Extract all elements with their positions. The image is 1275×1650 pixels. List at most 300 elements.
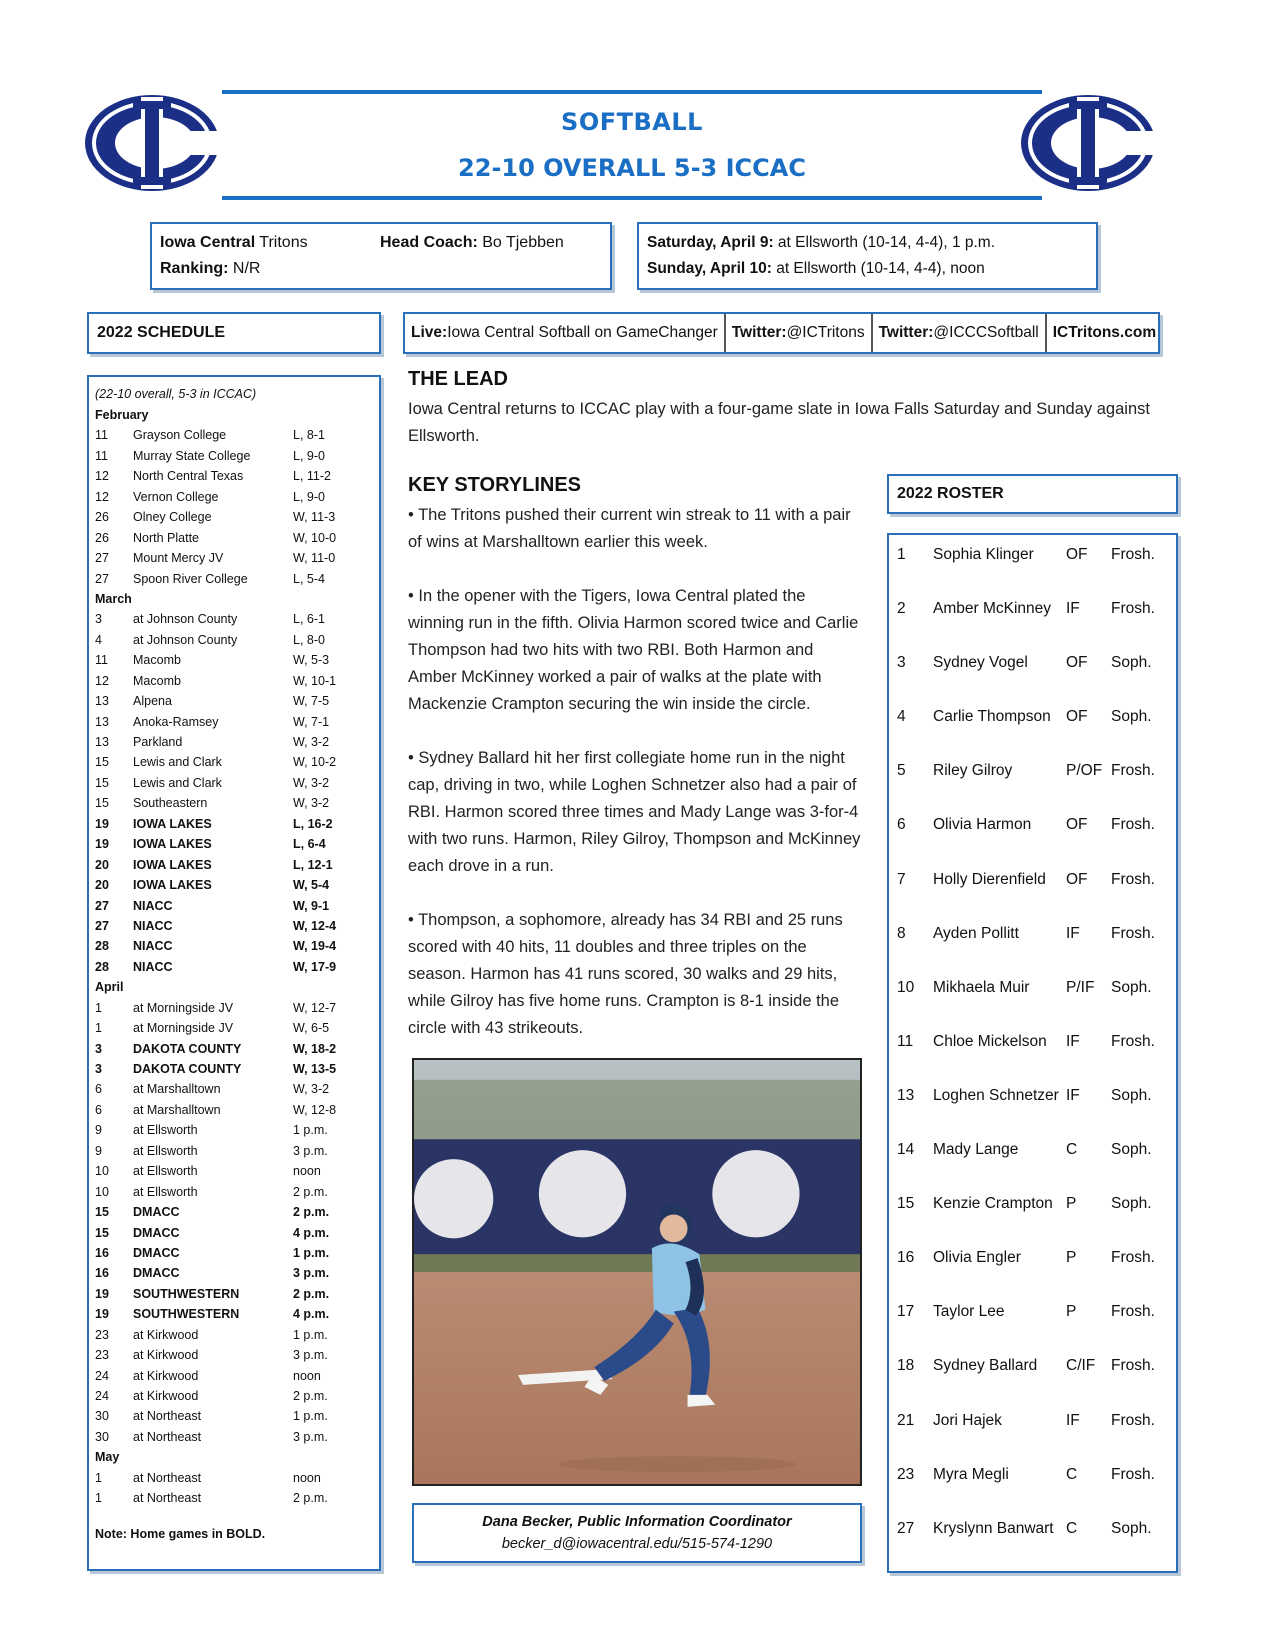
schedule-date: 12 bbox=[95, 673, 109, 688]
schedule-row bbox=[89, 773, 379, 793]
roster-position: OF bbox=[1066, 870, 1088, 888]
schedule-opponent: at Kirkwood bbox=[133, 1327, 199, 1342]
schedule-row bbox=[89, 1100, 379, 1120]
links-bar bbox=[403, 312, 1160, 354]
schedule-row bbox=[89, 609, 379, 629]
schedule-opponent: at Kirkwood bbox=[133, 1368, 199, 1383]
schedule-opponent: at Northeast bbox=[133, 1429, 202, 1444]
schedule-result: 3 p.m. bbox=[293, 1348, 328, 1363]
roster-player-name: Loghen Schnetzer bbox=[933, 1086, 1059, 1104]
contact-box bbox=[412, 1503, 862, 1563]
schedule-date: 1 bbox=[95, 1491, 102, 1506]
roster-row bbox=[889, 643, 1176, 697]
ranking-label: Ranking: bbox=[160, 260, 229, 277]
schedule-opponent: IOWA LAKES bbox=[133, 837, 212, 852]
ranking-value: N/R bbox=[228, 260, 261, 277]
schedule-row bbox=[89, 1018, 379, 1038]
schedule-date: 27 bbox=[95, 918, 109, 933]
schedule-row bbox=[89, 1120, 379, 1140]
schedule-result: noon bbox=[293, 1368, 321, 1383]
schedule-result: W, 13-5 bbox=[293, 1062, 337, 1076]
schedule-result: W, 12-8 bbox=[293, 1102, 337, 1117]
roster-number: 6 bbox=[897, 816, 906, 834]
schedule-opponent: Macomb bbox=[133, 653, 181, 668]
schedule-result: 4 p.m. bbox=[293, 1225, 330, 1240]
roster-row bbox=[889, 1401, 1176, 1455]
schedule-row bbox=[89, 569, 379, 589]
roster-player-name: Riley Gilroy bbox=[933, 762, 1013, 780]
roster-player-name: Ayden Pollitt bbox=[933, 924, 1019, 942]
lead-text: Iowa Central returns to ICCAC play with a four-game slate in Iowa Falls Saturday and Sunday against Ellsworth. bbox=[408, 400, 1150, 445]
schedule-row bbox=[89, 855, 379, 875]
roster-player-name: Holly Dierenfield bbox=[933, 870, 1046, 888]
schedule-row bbox=[89, 916, 379, 936]
roster-number: 16 bbox=[897, 1249, 915, 1267]
roster-number: 11 bbox=[897, 1032, 914, 1050]
schedule-result: 1 p.m. bbox=[293, 1123, 328, 1138]
schedule-row bbox=[89, 1141, 379, 1161]
schedule-row bbox=[89, 425, 379, 445]
schedule-row bbox=[89, 446, 379, 466]
schedule-date: 28 bbox=[95, 939, 109, 954]
title-band bbox=[222, 90, 1042, 200]
roster-row bbox=[889, 751, 1176, 805]
schedule-result: W, 17-9 bbox=[293, 959, 337, 974]
contact-name: Dana Becker, Public Information Coordinator bbox=[482, 1514, 792, 1530]
storyline-item: • Sydney Ballard hit her first collegiate home run in the night cap, driving in two, while Loghen Schnetzer also had a pair of RBI. Harmon scored three times and Mady Lange was 3-for-4 with two runs. Harmon, Riley Gilroy, Thompson and McKinney each drove in a run. bbox=[408, 749, 861, 875]
roster-position: OF bbox=[1066, 654, 1088, 672]
roster-number: 1 bbox=[897, 546, 906, 563]
schedule-opponent: IOWA LAKES bbox=[133, 816, 212, 831]
live-link[interactable]: Live: Iowa Central Softball on GameChanger bbox=[405, 314, 726, 352]
roster-number: 27 bbox=[897, 1519, 915, 1537]
roster-row bbox=[889, 589, 1176, 643]
schedule-opponent: SOUTHWESTERN bbox=[133, 1307, 240, 1322]
roster-number: 14 bbox=[897, 1141, 915, 1159]
schedule-row bbox=[89, 1345, 379, 1365]
roster-player-name: Amber McKinney bbox=[933, 600, 1052, 618]
schedule-opponent: Grayson College bbox=[133, 428, 227, 443]
roster-position: C bbox=[1066, 1519, 1078, 1537]
roster-player-name: Sydney Vogel bbox=[933, 654, 1028, 672]
schedule-opponent: NIACC bbox=[133, 959, 173, 974]
roster-header: 2022 ROSTER bbox=[887, 474, 1178, 514]
schedule-row bbox=[89, 507, 379, 527]
schedule-result: W, 9-1 bbox=[293, 898, 330, 913]
schedule-result: W, 3-2 bbox=[293, 796, 330, 811]
schedule-result: 2 p.m. bbox=[293, 1286, 330, 1301]
twitter-link-icccsoftball[interactable]: Twitter: @ICCCSoftball bbox=[873, 314, 1047, 352]
schedule-date: 19 bbox=[95, 1307, 109, 1322]
game1-label: Saturday, April 9: bbox=[647, 234, 774, 251]
schedule-opponent: SOUTHWESTERN bbox=[133, 1286, 240, 1301]
schedule-date: 10 bbox=[95, 1164, 109, 1179]
schedule-opponent: Olney College bbox=[133, 510, 212, 525]
schedule-row bbox=[89, 671, 379, 691]
roster-player-name: Mady Lange bbox=[933, 1141, 1019, 1159]
schedule-date: 16 bbox=[95, 1245, 109, 1260]
schedule-row bbox=[89, 896, 379, 916]
roster-position: C bbox=[1066, 1465, 1078, 1483]
schedule-opponent: at Northeast bbox=[133, 1491, 202, 1506]
schedule-date: 26 bbox=[95, 510, 109, 525]
page-title: SOFTBALL bbox=[561, 108, 703, 136]
roster-class-year: Frosh. bbox=[1111, 1411, 1155, 1429]
schedule-date: 27 bbox=[95, 551, 109, 566]
schedule-date: 24 bbox=[95, 1368, 109, 1383]
roster-position: P bbox=[1066, 1249, 1077, 1267]
schedule-result: 2 p.m. bbox=[293, 1184, 328, 1199]
schedule-header: 2022 SCHEDULE bbox=[87, 312, 381, 354]
schedule-result: W, 5-3 bbox=[293, 653, 330, 668]
schedule-date: 13 bbox=[95, 694, 109, 709]
schedule-result: W, 5-4 bbox=[293, 878, 330, 893]
schedule-month: May bbox=[95, 1450, 120, 1465]
schedule-row bbox=[89, 548, 379, 568]
schedule-result: W, 12-4 bbox=[293, 918, 337, 933]
roster-player-name: Taylor Lee bbox=[933, 1303, 1005, 1321]
roster-class-year: Soph. bbox=[1111, 1195, 1152, 1213]
schedule-date: 6 bbox=[95, 1102, 102, 1117]
schedule-result: 4 p.m. bbox=[293, 1307, 330, 1322]
roster-class-year: Frosh. bbox=[1111, 600, 1155, 618]
schedule-result: 2 p.m. bbox=[293, 1205, 330, 1220]
schedule-opponent: at Ellsworth bbox=[133, 1184, 198, 1199]
storylines-title: KEY STORYLINES bbox=[408, 474, 582, 496]
roster-row bbox=[889, 1509, 1176, 1563]
roster-number: 7 bbox=[897, 870, 906, 888]
team-mascot: Tritons bbox=[255, 234, 308, 251]
roster-class-year: Frosh. bbox=[1111, 762, 1155, 780]
schedule-row bbox=[89, 957, 379, 977]
schedule-date: 13 bbox=[95, 735, 109, 749]
schedule-month: February bbox=[95, 408, 149, 422]
schedule-result: W, 6-5 bbox=[293, 1021, 330, 1036]
schedule-date: 20 bbox=[95, 878, 109, 893]
roster-number: 15 bbox=[897, 1195, 915, 1213]
roster-player-name: Myra Megli bbox=[933, 1465, 1009, 1483]
schedule-opponent: NIACC bbox=[133, 918, 173, 933]
twitter-link-ictritons[interactable]: Twitter: @ICTritons bbox=[726, 314, 873, 352]
schedule-result: L, 9-0 bbox=[293, 448, 325, 463]
schedule-result: 3 p.m. bbox=[293, 1429, 328, 1444]
schedule-row bbox=[89, 1386, 379, 1406]
schedule-opponent: at Marshalltown bbox=[133, 1082, 221, 1097]
schedule-row bbox=[89, 1304, 379, 1324]
lead-title: THE LEAD bbox=[408, 368, 508, 390]
schedule-date: 9 bbox=[95, 1123, 102, 1138]
roster-class-year: Soph. bbox=[1111, 654, 1152, 672]
schedule-row bbox=[89, 752, 379, 772]
storylines-list bbox=[408, 502, 863, 1042]
schedule-opponent: at Kirkwood bbox=[133, 1348, 199, 1363]
schedule-opponent: DMACC bbox=[133, 1225, 180, 1240]
roster-class-year: Soph. bbox=[1111, 978, 1152, 996]
schedule-opponent: at Northeast bbox=[133, 1409, 202, 1424]
schedule-date: 28 bbox=[95, 959, 109, 974]
schedule-date: 20 bbox=[95, 857, 109, 872]
schedule-opponent: DAKOTA COUNTY bbox=[133, 1041, 242, 1056]
schedule-result: L, 8-1 bbox=[293, 428, 325, 443]
website-link[interactable]: ICTritons.com bbox=[1052, 324, 1157, 341]
roster-number: 17 bbox=[897, 1303, 915, 1321]
schedule-row bbox=[89, 1202, 379, 1222]
schedule-date: 15 bbox=[95, 1205, 109, 1220]
ic-logo-left-icon bbox=[83, 93, 221, 193]
roster-position: IF bbox=[1066, 924, 1080, 942]
schedule-date: 19 bbox=[95, 816, 109, 831]
schedule-row bbox=[89, 1223, 379, 1243]
roster-number: 18 bbox=[897, 1357, 915, 1375]
roster-row bbox=[889, 1022, 1176, 1076]
schedule-result: 1 p.m. bbox=[293, 1327, 328, 1342]
roster-position: IF bbox=[1066, 600, 1080, 618]
schedule-date: 1 bbox=[95, 1021, 102, 1036]
schedule-result: noon bbox=[293, 1164, 321, 1179]
roster-class-year: Frosh. bbox=[1111, 870, 1155, 888]
schedule-row bbox=[89, 1243, 379, 1263]
schedule-opponent: Macomb bbox=[133, 673, 181, 688]
schedule-date: 26 bbox=[95, 530, 109, 545]
schedule-date: 9 bbox=[95, 1143, 102, 1158]
roster-position: C bbox=[1066, 1141, 1078, 1159]
schedule-date: 1 bbox=[95, 1470, 102, 1485]
roster-position: C/IF bbox=[1066, 1357, 1096, 1375]
schedule-result: L, 16-2 bbox=[293, 816, 333, 831]
roster-number: 8 bbox=[897, 924, 906, 942]
schedule-result: 1 p.m. bbox=[293, 1409, 328, 1424]
schedule-date: 19 bbox=[95, 837, 109, 852]
schedule-row bbox=[89, 1182, 379, 1202]
schedule-opponent: Vernon College bbox=[133, 489, 219, 504]
schedule-row bbox=[89, 1284, 379, 1304]
schedule-date: 30 bbox=[95, 1409, 109, 1424]
schedule-date: 3 bbox=[95, 1041, 102, 1056]
schedule-opponent: at Morningside JV bbox=[133, 1021, 234, 1036]
schedule-row bbox=[89, 732, 379, 752]
schedule-subtitle: (22-10 overall, 5-3 in ICCAC) bbox=[95, 387, 257, 401]
schedule-row bbox=[89, 834, 379, 854]
schedule-date: 6 bbox=[95, 1082, 102, 1097]
roster-row bbox=[889, 1455, 1176, 1509]
schedule-date: 15 bbox=[95, 1225, 109, 1240]
schedule-opponent: at Ellsworth bbox=[133, 1164, 198, 1179]
schedule-opponent: DMACC bbox=[133, 1205, 180, 1220]
schedule-date: 24 bbox=[95, 1389, 109, 1403]
roster-class-year: Frosh. bbox=[1111, 1249, 1155, 1267]
schedule-opponent: NIACC bbox=[133, 939, 173, 954]
roster-row bbox=[889, 535, 1176, 589]
schedule-opponent: Anoka-Ramsey bbox=[133, 714, 219, 729]
roster-position: IF bbox=[1066, 1411, 1080, 1429]
season-record: 22-10 OVERALL 5-3 ICCAC bbox=[458, 154, 806, 182]
roster-player-name: Sydney Ballard bbox=[933, 1357, 1038, 1375]
schedule-opponent: at Morningside JV bbox=[133, 1000, 234, 1015]
schedule-date: 23 bbox=[95, 1327, 109, 1342]
schedule-date: 12 bbox=[95, 489, 109, 504]
schedule-opponent: at Johnson County bbox=[133, 632, 238, 647]
schedule-date: 3 bbox=[95, 1062, 102, 1076]
upcoming-games-box bbox=[637, 222, 1098, 290]
schedule-opponent: IOWA LAKES bbox=[133, 857, 212, 872]
schedule-opponent: Mount Mercy JV bbox=[133, 551, 224, 566]
schedule-date: 30 bbox=[95, 1429, 109, 1444]
roster-position: IF bbox=[1066, 1086, 1080, 1104]
schedule-row bbox=[89, 1488, 379, 1508]
roster-row bbox=[889, 1130, 1176, 1184]
schedule-result: L, 6-4 bbox=[293, 837, 326, 852]
schedule-opponent: at Marshalltown bbox=[133, 1102, 221, 1117]
schedule-result: W, 3-2 bbox=[293, 1082, 330, 1097]
roster-class-year: Frosh. bbox=[1111, 1357, 1155, 1375]
roster-class-year: Frosh. bbox=[1111, 1032, 1155, 1050]
schedule-result: L, 9-0 bbox=[293, 489, 325, 504]
roster-position: P/IF bbox=[1066, 978, 1095, 996]
schedule-opponent: DMACC bbox=[133, 1245, 180, 1260]
game2-detail: at Ellsworth (10-14, 4-4), noon bbox=[771, 260, 985, 277]
game1-detail: at Ellsworth (10-14, 4-4), 1 p.m. bbox=[773, 234, 996, 251]
schedule-result: W, 11-3 bbox=[293, 510, 336, 525]
schedule-month: March bbox=[95, 591, 132, 606]
schedule-date: 27 bbox=[95, 571, 109, 586]
roster-position: OF bbox=[1066, 816, 1088, 834]
schedule-date: 15 bbox=[95, 796, 109, 811]
schedule-row bbox=[89, 1079, 379, 1099]
roster-number: 13 bbox=[897, 1086, 915, 1104]
schedule-result: W, 3-2 bbox=[293, 775, 330, 790]
schedule-result: W, 18-2 bbox=[293, 1041, 337, 1056]
schedule-row bbox=[89, 1406, 379, 1426]
schedule-date: 16 bbox=[95, 1266, 109, 1281]
roster-position: P bbox=[1066, 1303, 1077, 1321]
roster-row bbox=[889, 1346, 1176, 1400]
roster-class-year: Soph. bbox=[1111, 1086, 1152, 1104]
roster-row bbox=[889, 968, 1176, 1022]
schedule-opponent: IOWA LAKES bbox=[133, 878, 212, 893]
schedule-row bbox=[89, 1161, 379, 1181]
schedule-row bbox=[89, 691, 379, 711]
schedule-opponent: at Ellsworth bbox=[133, 1123, 198, 1138]
roster-player-name: Mikhaela Muir bbox=[933, 978, 1030, 996]
schedule-result: W, 19-4 bbox=[293, 939, 337, 954]
roster-player-name: Olivia Engler bbox=[933, 1249, 1021, 1267]
roster-row bbox=[889, 805, 1176, 859]
schedule-box bbox=[87, 375, 381, 1571]
schedule-date: 27 bbox=[95, 898, 109, 913]
roster-number: 3 bbox=[897, 654, 906, 672]
team-info-box bbox=[150, 222, 612, 290]
schedule-result: 2 p.m. bbox=[293, 1491, 328, 1506]
schedule-row bbox=[89, 528, 379, 548]
schedule-date: 4 bbox=[95, 632, 102, 647]
schedule-opponent: Lewis and Clark bbox=[133, 775, 222, 790]
schedule-month: April bbox=[95, 980, 124, 995]
schedule-result: W, 10-1 bbox=[293, 673, 337, 688]
schedule-row bbox=[89, 814, 379, 834]
schedule-result: W, 3-2 bbox=[293, 735, 330, 749]
game2-label: Sunday, April 10: bbox=[647, 260, 772, 277]
roster-number: 23 bbox=[897, 1465, 915, 1483]
schedule-opponent: Murray State College bbox=[133, 448, 251, 463]
schedule-opponent: at Kirkwood bbox=[133, 1389, 199, 1403]
roster-class-year: Frosh. bbox=[1111, 1465, 1155, 1483]
roster-list bbox=[889, 535, 1176, 1563]
schedule-date: 11 bbox=[95, 428, 108, 443]
roster-player-name: Sophia Klinger bbox=[933, 546, 1034, 563]
schedule-result: W, 10-0 bbox=[293, 530, 337, 545]
schedule-result: L, 6-1 bbox=[293, 612, 325, 627]
roster-class-year: Frosh. bbox=[1111, 924, 1155, 942]
schedule-date: 12 bbox=[95, 469, 109, 484]
roster-number: 10 bbox=[897, 978, 915, 996]
schedule-result: W, 12-7 bbox=[293, 1000, 337, 1015]
schedule-row bbox=[89, 1427, 379, 1447]
team-name: Iowa Central bbox=[160, 234, 256, 251]
schedule-opponent: NIACC bbox=[133, 898, 173, 913]
schedule-date: 13 bbox=[95, 714, 109, 729]
schedule-opponent: Lewis and Clark bbox=[133, 755, 222, 770]
roster-player-name: Kryslynn Banwart bbox=[933, 1519, 1054, 1537]
schedule-list bbox=[89, 405, 379, 1509]
schedule-date: 15 bbox=[95, 775, 109, 790]
schedule-row bbox=[89, 1263, 379, 1283]
roster-number: 5 bbox=[897, 762, 906, 780]
roster-row bbox=[889, 697, 1176, 751]
roster-position: P bbox=[1066, 1195, 1077, 1213]
schedule-row bbox=[89, 650, 379, 670]
schedule-date: 15 bbox=[95, 755, 109, 770]
schedule-row bbox=[89, 466, 379, 486]
schedule-opponent: Spoon River College bbox=[133, 571, 248, 586]
roster-row bbox=[889, 860, 1176, 914]
roster-class-year: Soph. bbox=[1111, 1519, 1152, 1537]
roster-class-year: Soph. bbox=[1111, 1141, 1152, 1159]
schedule-result: W, 11-0 bbox=[293, 551, 336, 566]
schedule-opponent: DMACC bbox=[133, 1266, 180, 1281]
schedule-result: L, 8-0 bbox=[293, 632, 325, 647]
storyline-item: • The Tritons pushed their current win streak to 11 with a pair of wins at Marshalltown earlier this week. bbox=[408, 506, 851, 551]
softball-player-photo bbox=[412, 1058, 862, 1486]
roster-player-name: Jori Hajek bbox=[933, 1411, 1002, 1429]
schedule-row bbox=[89, 793, 379, 813]
schedule-row bbox=[89, 1468, 379, 1488]
schedule-date: 19 bbox=[95, 1286, 109, 1301]
schedule-date: 3 bbox=[95, 612, 102, 627]
schedule-opponent: Alpena bbox=[133, 694, 172, 709]
schedule-result: L, 5-4 bbox=[293, 571, 325, 586]
schedule-note: Note: Home games in BOLD. bbox=[95, 1526, 266, 1541]
schedule-result: 1 p.m. bbox=[293, 1245, 330, 1260]
schedule-date: 11 bbox=[95, 448, 108, 463]
schedule-date: 10 bbox=[95, 1184, 109, 1199]
schedule-row bbox=[89, 1366, 379, 1386]
roster-position: P/OF bbox=[1066, 762, 1103, 780]
schedule-opponent: at Ellsworth bbox=[133, 1143, 198, 1158]
roster-class-year: Frosh. bbox=[1111, 1303, 1155, 1321]
roster-position: IF bbox=[1066, 1032, 1080, 1050]
storyline-item: • In the opener with the Tigers, Iowa Central plated the winning run in the fifth. Olivia Harmon scored twice and Carlie Thompson had two hits with two RBI. Both Harmon and Amber McKinney worked a pair of walks at the plate with Mackenzie Crampton securing the win inside the circle. bbox=[408, 587, 859, 713]
roster-number: 21 bbox=[897, 1411, 915, 1429]
roster-class-year: Soph. bbox=[1111, 708, 1152, 726]
schedule-result: W, 7-1 bbox=[293, 714, 330, 729]
schedule-row bbox=[89, 1325, 379, 1345]
schedule-row bbox=[89, 1059, 379, 1079]
schedule-result: 2 p.m. bbox=[293, 1389, 328, 1403]
schedule-opponent: North Platte bbox=[133, 530, 200, 545]
schedule-opponent: Southeastern bbox=[133, 796, 208, 811]
roster-number: 4 bbox=[897, 708, 906, 726]
schedule-opponent: North Central Texas bbox=[133, 469, 244, 484]
